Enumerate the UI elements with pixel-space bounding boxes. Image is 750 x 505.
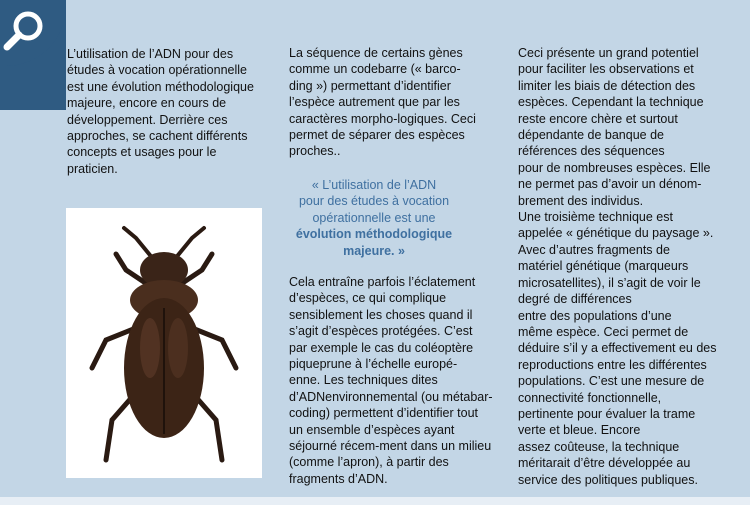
intro-paragraph: L’utilisation de l’ADN pour des études à vocation opérationnelle est une évolution méthodologique majeure, encore en cours de développement. Derrière ces approches, se cachent différents concepts et usages pour le praticien. [67,47,254,176]
pull-quote-emphasis: évolution méthodologique majeure. » [295,227,453,258]
search-icon [0,6,48,54]
intro-column [67,46,267,177]
environmental-dna-paragraph: Cela entraîne parfois l’éclatement d’espèces, ce qui complique sensiblement les choses quand il s’agit d’espèces protégées. C’est par exemple le cas du coléoptère piqueprune à l’échelle europé- enne. Les techniques dites d’ADNenvironnemental (ou métabar- coding) permettent d’identifier tout un ensemble d’espèces ayant séjourné récem-ment dans un milieu (comme l’apron), à partir des fragments d’ADN. [289,275,493,486]
barcoding-column [289,45,489,160]
barcoding-paragraph: La séquence de certains gènes comme un codebarre (« barco- ding ») permettant d’identifier l’espèce autrement que par les caractères morpho-logiques. Ceci permet de séparer des espèces proches.. [289,46,476,159]
environmental-dna-column [289,274,494,487]
landscape-genetics-column [518,45,718,488]
pull-quote [286,177,462,259]
beetle-icon [66,208,262,478]
beetle-photo [66,208,262,478]
bottom-band [0,497,750,505]
pull-quote-text: « L’utilisation de l’ADN pour des études à vocation opérationnelle est une [298,178,450,225]
landscape-genetics-paragraph: Ceci présente un grand potentiel pour faciliter les observations et limiter les biais de détection des espèces. Cependant la technique reste encore chère et surtout dépendante de banque de références des séquences pour de nombreuses espèces. Elle ne permet pas d’avoir un dénom- brement des individus. Une troisième technique est appelée « génétique du paysage ». Avec d’autres fragments de matériel génétique (marqueurs microsatellites), il s’agit de voir le degré de différences entre des populations d’une même espèce. Ceci permet de déduire s’il y a effectivement eu des reproductions entre les différentes populations. C’est une mesure de connectivité fonctionnelle, pertinente pour évaluer la trame verte et bleue. Encore assez coûteuse, la technique méritarait d’être développée au service des politiques publiques. [518,46,717,487]
